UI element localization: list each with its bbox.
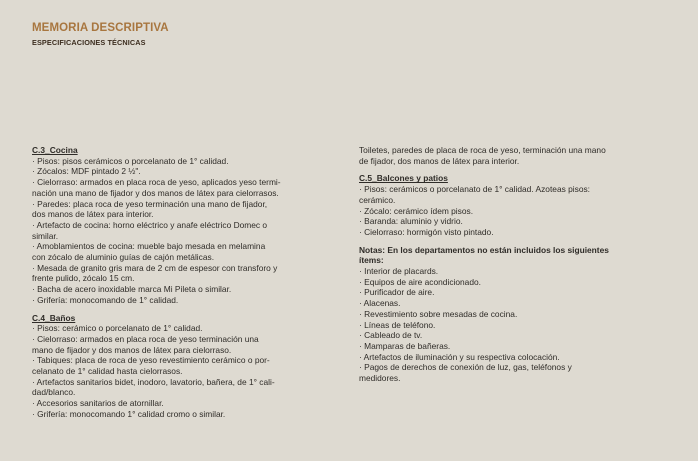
section-body-banos — [32, 323, 347, 419]
spec-line: · Cielorraso: hormigón visto pintado. — [359, 226, 494, 237]
spec-line: · Cielorraso: armados en placa roca de yeso, aplicados yeso termi- — [32, 177, 281, 188]
section-title-balcones: C.5_Balcones y patios — [359, 173, 448, 184]
section-spacer — [359, 238, 679, 245]
list-item: · Pagos de derechos de conexión de luz, gas, teléfonos y — [359, 362, 572, 373]
spec-line: similar. — [32, 230, 59, 241]
spec-line: · Bacha de acero inoxidable marca Mi Pileta o similar. — [32, 284, 232, 295]
spec-line: Toiletes, paredes de placa de roca de yeso, terminación una mano — [359, 145, 606, 155]
section-title-cocina: C.3_Cocina — [32, 145, 78, 155]
list-item: · Purificador de aire. — [359, 287, 435, 298]
spec-line: · Pisos: cerámicos o porcelanato de 1° calidad. Azoteas pisos: — [359, 184, 590, 195]
section-notas — [359, 245, 679, 384]
page-title: MEMORIA DESCRIPTIVA — [32, 22, 169, 34]
spec-line: · Pisos: pisos cerámicos o porcelanato de 1° calidad. — [32, 155, 229, 166]
spec-line: de fijador, dos manos de látex para interior. — [359, 155, 520, 166]
section-banos — [32, 313, 347, 420]
section-cocina — [32, 145, 347, 306]
spec-line: · Baranda: aluminio y vidrio. — [359, 216, 463, 227]
section-body-cocina — [32, 156, 347, 306]
spec-line: celanato de 1° calidad hasta cielorrasos. — [32, 366, 183, 377]
spec-line: con zócalo de aluminio guías de cajón metálicas. — [32, 252, 215, 263]
spec-line: · Artefacto de cocina: horno eléctrico y anafe eléctrico Domec o — [32, 219, 268, 230]
spec-line: nación una mano de fijador y dos manos de látex para cielorrasos. — [32, 187, 279, 198]
spec-line: · Zócalos: MDF pintado 2 ½". — [32, 166, 141, 177]
spec-line: · Mesada de granito gris mara de 2 cm de espesor con transforo y — [32, 262, 278, 273]
spec-line: · Tabiques: placa de roca de yeso revestimiento cerámico o por- — [32, 355, 270, 366]
document-header — [32, 22, 169, 47]
list-item: medidores. — [359, 373, 401, 384]
list-item: · Artefactos de iluminación y su respectiva colocación. — [359, 351, 560, 362]
page-subtitle: ESPECIFICACIONES TÉCNICAS — [32, 38, 146, 47]
spec-line: · Grifería: monocomando 1° calidad cromo o similar. — [32, 408, 226, 419]
spec-line: · Amoblamientos de cocina: mueble bajo mesada en melamina — [32, 241, 266, 252]
list-item: · Líneas de teléfono. — [359, 319, 436, 330]
spec-line: · Grifería: monocomando de 1° calidad. — [32, 294, 179, 305]
list-item: · Interior de placards. — [359, 266, 439, 277]
right-column — [359, 145, 679, 384]
section-spacer — [32, 306, 347, 313]
section-balcones — [359, 173, 679, 237]
spec-line: · Pisos: cerámico o porcelanato de 1° calidad. — [32, 323, 203, 334]
continuation-text — [359, 145, 679, 166]
spec-line: frente pulido, zócalo 15 cm. — [32, 273, 135, 284]
spec-line: · Accesorios sanitarios de atornillar. — [32, 398, 164, 409]
spec-line: · Paredes: placa roca de yeso terminación una mano de fijador, — [32, 198, 268, 209]
notes-title: ítems: — [359, 255, 384, 266]
section-body-balcones — [359, 184, 679, 238]
list-item: · Revestimiento sobre mesadas de cocina. — [359, 308, 518, 319]
spec-line: · Artefactos sanitarios bidet, inodoro, lavatorio, bañera, de 1° cali- — [32, 376, 275, 387]
spec-line: dad/blanco. — [32, 387, 76, 398]
left-column — [32, 145, 347, 420]
notes-title: Notas: En los departamentos no están incluidos los siguientes — [359, 244, 609, 255]
section-spacer — [359, 166, 679, 173]
spec-line: · Zócalo: cerámico ídem pisos. — [359, 205, 474, 216]
spec-line: dos manos de látex para interior. — [32, 209, 154, 220]
spec-line: · Cielorraso: armados en placa roca de yeso terminación una — [32, 333, 259, 344]
section-title-banos: C.4_Baños — [32, 312, 76, 323]
list-item: · Alacenas. — [359, 298, 401, 309]
notes-list — [359, 266, 679, 384]
list-item: · Cableado de tv. — [359, 330, 423, 341]
spec-line: mano de fijador y dos manos de látex para cielorraso. — [32, 344, 232, 355]
list-item: · Mamparas de bañeras. — [359, 340, 451, 351]
list-item: · Equipos de aire acondicionado. — [359, 276, 481, 287]
spec-line: cerámico. — [359, 194, 396, 205]
